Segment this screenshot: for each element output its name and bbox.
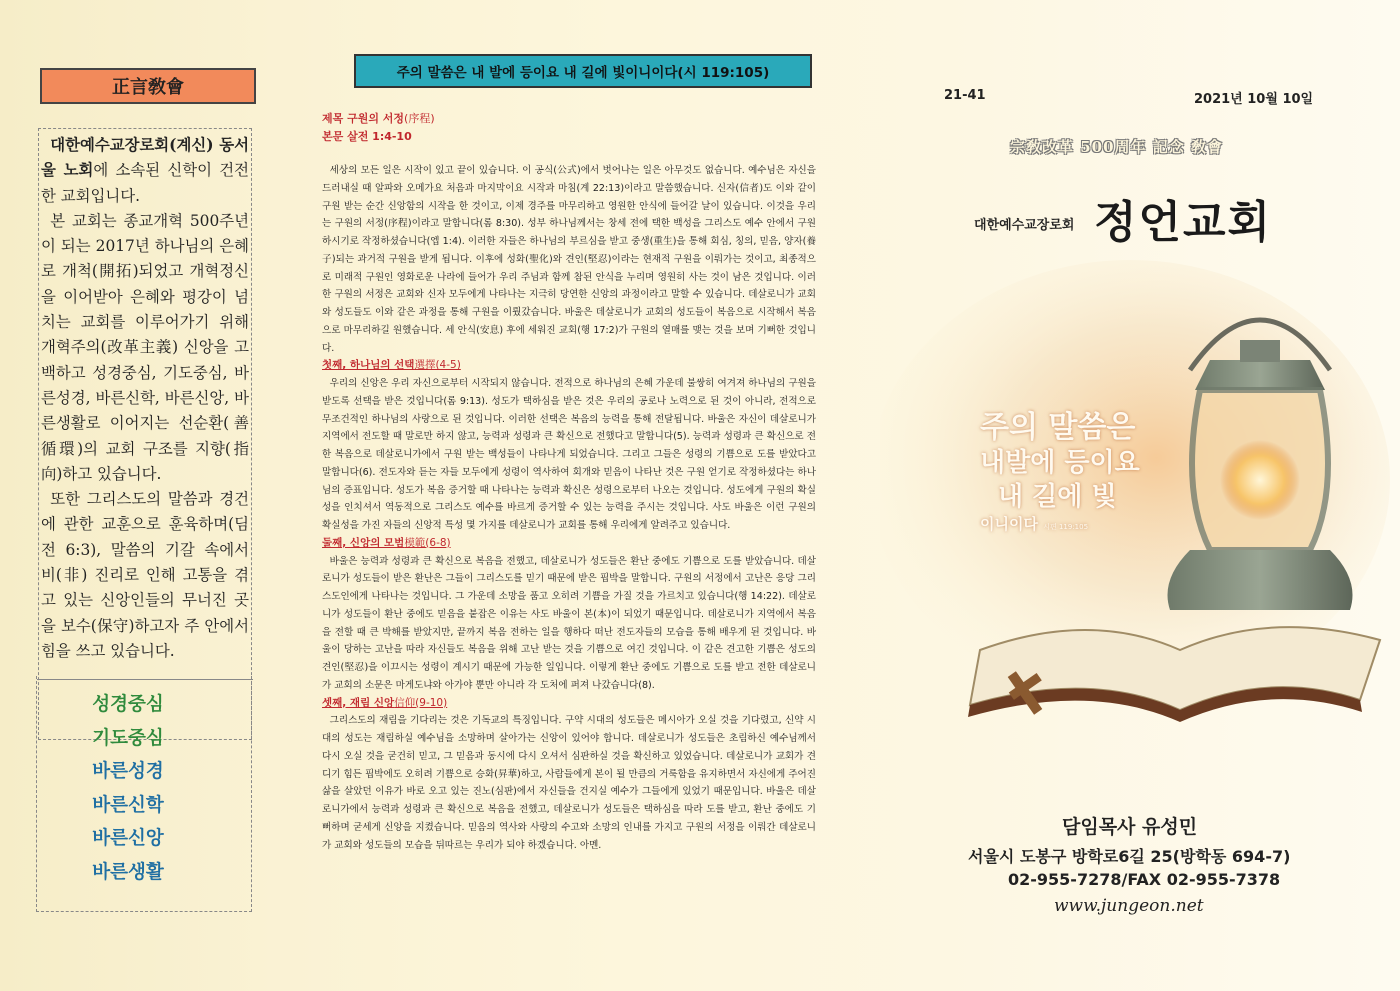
motto-item: 바른성경 [92,761,164,782]
sermon-text-ref: 본문 살전 1:4-10 [322,130,412,143]
motto-item: 성경중심 [92,694,164,715]
sermon-body [322,162,816,854]
section-1-body: 우리의 신앙은 우리 자신으로부터 시작되지 않습니다. 전적으로 하나님의 은혜 가운데 불쌍히 여겨져 하나님의 구원을 받도록 선택을 받은 것입니다(롬 9:13). 성도가 택하심을 받은 것은 우리의 공로나 노력으로 된 것이 아니라, 전적으로 무조건적인 하나님의 사랑으로 된 것입니다. 이러한 선택은 복음의 능력을 통해 전달됩니다. 바울은 자신이 데살로니가 지역에서 전도할 때 말로만 하지 않고, 능력과 성령과 큰 확신으로 전했다고 말합니다(5). 능력과 성령과 큰 확신으로 전한 복음으로 데살로니가에서 구원 받는 백성들이 나타나게 되었습니다. 그리고 그들은 성령의 기쁨으로 도를 받았다고 말합니다(6). 전도자와 듣는 자들 모두에게 성령이 역사하여 회개와 믿음이 나타난 것은 구원 얻기로 작정하셨다는 하나님의 증표입니다. 성도가 복음 증거할 때 나타나는 능력과 확신은 성령으로부터 나오는 것입니다. 성도에게 구원의 확실성을 인치셔서 역동적으로 그리스도 예수를 바르게 증거할 수 있는 능력을 주시는 것입니다. 사도 바울은 이런 구원의 확실성을 가진 자들의 신앙적 특성 몇 가지를 데살로니가 교회를 통해 우리에게 알려주고 있습니다. [322,378,816,531]
church-name-tab: 正言敎會 [40,68,256,104]
sermon-meta [322,110,435,146]
church-name-title: 정언교회 [1094,197,1273,248]
intro-p1: 에 소속된 신학이 건전한 교회입니다. [41,161,250,205]
left-panel [36,68,256,660]
sermon-intro: 세상의 모든 일은 시작이 있고 끝이 있습니다. 이 공식(公式)에서 벗어나는 일은 아무것도 없습니다. 예수님은 자신을 드러내실 때 알파와 오메가요 처음과 마지막이요 시작과 마침(계 22:13)이라고 말씀했습니다. 신자(信者)도 이와 같이 구원 받는 순간 신앙함의 시작을 한 것이고, 이제 경주를 마무리하고 영원한 안식에 들어갈 날이 있습니다. 이것을 우리는 구원의 서정(序程)이라고 말합니다(롬 8:30). 성부 하나님께서는 창세 전에 택한 백성을 그리스도 예수 안에서 구원하시기로 작정하셨습니다(엡 1:4). 이러한 자들은 하나님의 부르심을 받고 중생(重生)을 통해 회심, 칭의, 믿음, 양자(養子)되는 과거적 구원을 받게 됩니다. 이후에 성화(聖化)와 견인(堅忍)이라는 현재적 구원을 이뤄가는 것이고, 최종적으로 미래적 구원인 영화로운 나라에 들어가 우리 주님과 함께 참된 안식을 누리며 영원히 사는 것이 남은 것입니다. 이러한 구원의 서정은 교회와 신자 모두에게 나타나는 지극히 당연한 신앙의 과정이라고 말할 수 있습니다. 데살로니가 교회와 성도들도 이와 같은 과정을 통해 구원을 이뤘갔습니다. 바울은 데살로니가 교회의 성도들이 복음으로 시작해서 복음으로 마무리하길 원했습니다. 세 안식(安息) 후에 세워진 교회(행 17:2)가 구원의 열매를 맺는 것을 보며 기뻐한 것입니다. [322,165,816,354]
sermon-title: 제목 구원의 서정(序程) [322,112,435,125]
anniversary-caption: 宗敎改革 500周年 記念 敎會 [1010,138,1223,156]
verse-banner: 주의 말씀은 내 발에 등이요 내 길에 빛이니이다(시 119:105) [354,54,812,88]
church-phone: 02-955-7278/FAX 02-955-7378 [1008,870,1281,889]
pastor-name: 담임목사 유성민 [1062,816,1198,838]
motto-item: 바른생활 [92,861,164,883]
intro-p2: 본 교회는 종교개혁 500주년이 되는 2017년 하나님의 은혜로 개척(開拓)되었고 개혁정신을 이어받아 은혜와 평강이 넘치는 교회를 이루어가기 위해 개혁주의(改革主義) 신앙을 고백하고 성경중심, 기도중심, 바른성경, 바른신학, 바른신앙, 바른생활로 이어지는 선순환(善循環)의 교회 구조를 지향(指向)하고 있습니다. [41,211,249,483]
issue-date: 2021년 10월 10일 [1194,92,1314,107]
lantern-flame [1220,440,1300,520]
church-website[interactable]: www.jungeon.net [1054,896,1204,916]
church-intro-box [38,128,252,740]
section-3-body: 그리스도의 재림을 기다리는 것은 기독교의 특징입니다. 구약 시대의 성도들은 메시아가 오실 것을 기다렸고, 신약 시대의 성도는 재림하실 예수님을 소망하며 살아가는 신앙이 있어야 합니다. 데살로니가 성도들은 초림하신 예수님께서 다시 오실 것을 굳건히 믿고, 그 믿음과 동시에 다시 오셔서 심판하실 것을 확신하고 있었습니다. 데살로니가 교회가 견디기 힘든 핍박에도 오히려 기쁨으로 승화(昇華)하고, 사람들에게 본이 될 만큼의 거룩함을 유지하면서 자신에게 주어진 삶을 살았던 이유가 바로 오고 있는 진노(심판)에서 자신들을 건지실 예수가 그들에게 있었기 때문입니다. 바울은 데살로니가에서 능력과 성령과 큰 확신으로 복음을 전했고, 데살로니가 성도들은 택하심을 따라 도를 받고, 환난 중에도 기뻐하며 굳세게 신앙을 지켰습니다. 믿음의 역사와 사랑의 수고와 소망의 인내를 가지고 구원의 서정을 이뤄간 데살로니가 교회와 성도들의 모습을 뒤따르는 우리가 되야 하겠습니다. 아멘. [322,715,816,851]
intro-p3: 또한 그리스도의 말씀과 경건에 관한 교훈으로 훈육하며(딤전 6:3), 말씀의 기갈 속에서 비(非) 진리로 인해 고통을 겪고 있는 신앙인들의 무너진 곳을 보수(保守)하고자 주 안에서 힘을 쓰고 있습니다. [41,490,249,660]
lantern-top [1240,340,1280,362]
motto-item: 바른신앙 [92,828,164,849]
issue-number: 21-41 [944,88,986,103]
lantern-base [1168,550,1353,610]
section-3-heading: 셋째, 재림 신앙信仰(9-10) [322,696,448,709]
lantern-cap [1195,360,1325,390]
motto-item: 기도중심 [92,727,164,749]
denomination-label: 대한예수교장로회 [974,218,1075,233]
section-1-heading: 첫째, 하나님의 선택選擇(4-5) [322,359,461,372]
section-2-body: 바울은 능력과 성령과 큰 확신으로 복음을 전했고, 데살로니가 성도들은 환난 중에도 기쁨으로 도를 받았습니다. 데살로니가 성도들이 받은 환난은 그들이 그리스도를 믿기 때문에 받은 핍박을 말합니다. 구원의 서정에서 고난은 응당 그리스도인에게 나타나는 것입니다. 그 가운데 소망을 품고 오히려 기쁨을 가질 것을 가르치고 있습니다(행 14:22). 데살로니가 성도들이 환난 중에도 믿음을 붙잡은 이유는 사도 바울이 본(本)이 되었기 때문입니다. 데살로니가 지역에서 복음을 전할 때 큰 박해를 받았지만, 끝까지 복음 전하는 일을 행하다 떠난 전도자들의 모습을 통해 배우게 된 것입니다. 바울이 당하는 고난을 따라 자신들도 복음을 위해 고난 받는 것을 기쁨으로 여긴 것입니다. 이 같은 견고한 기쁨은 성도의 견인(堅忍)을 이끄시는 성령이 계시기 때문에 가능한 일입니다. 이렇게 환난 중에도 기쁨으로 도를 받고 전한 데살로니가 교회의 소문은 마게도냐와 아가야 뿐만 아니라 각 도처에 퍼져 나갔습니다(8). [322,555,816,691]
motto-item: 바른신학 [92,794,164,816]
church-intro-text [41,133,249,664]
section-2-heading: 둘째, 신앙의 모범模範(6-8) [322,536,451,549]
intro-denomination: 대한예수교장로회(계신) 동서울 노회 [41,136,249,180]
church-address: 서울시 도봉구 방학로6길 25(방학동 694-7) [968,847,1291,866]
illustration-verse: 주의 말씀은 내발에 등이요 내 길에 빛 이니이다 시편 119:105 [980,410,1140,533]
motto-list [38,688,218,889]
